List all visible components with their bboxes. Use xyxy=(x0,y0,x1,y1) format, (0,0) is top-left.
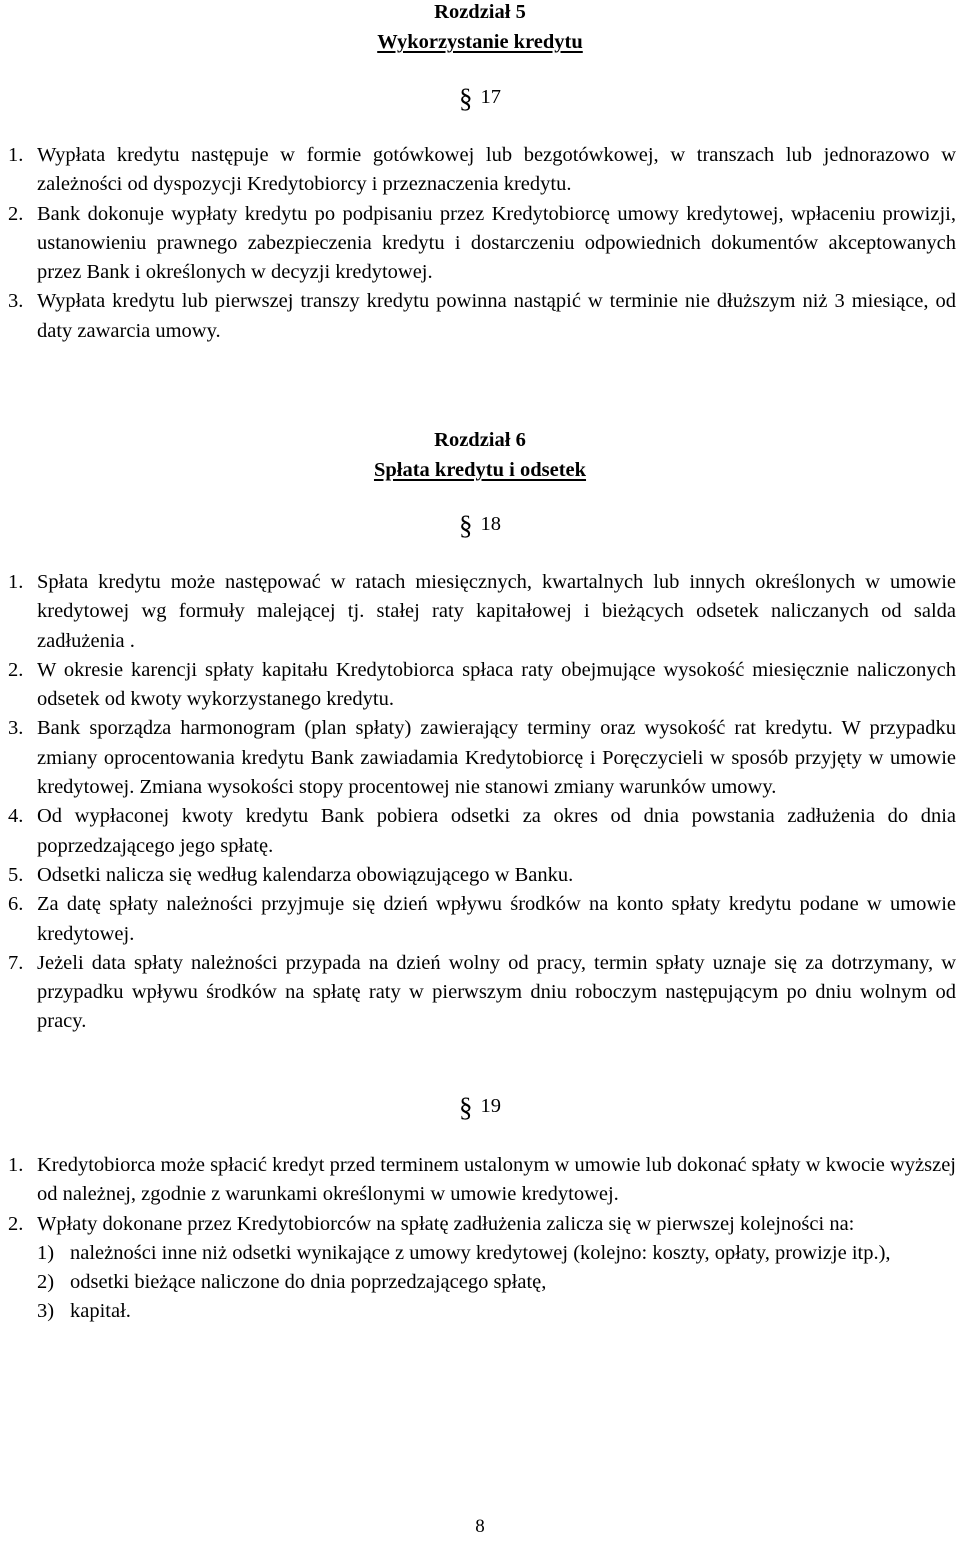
list-item: 4. Od wypłaconej kwoty kredytu Bank pobiera odsetki za okres od dnia powstania zadłużenia do dnia poprzedzającego jego spłatę. xyxy=(8,805,956,857)
page-number: 8 xyxy=(475,1516,485,1537)
chapter-6-title: Spłata kredytu i odsetek xyxy=(373,459,587,481)
list-item: 2. W okresie karencji spłaty kapitału Kredytobiorca spłaca raty obejmujące wysokość miesięcznie naliczonych odsetek od kwoty wykorzystanego kredytu. xyxy=(8,658,956,711)
section-17-heading xyxy=(0,83,960,113)
list-item: 2. Wpłaty dokonane przez Kredytobiorców na spłatę zadłużenia zalicza się w pierwszej kolejności na: xyxy=(8,1212,855,1235)
list-item: 3. Wypłata kredytu lub pierwszej transzy kredytu powinna nastąpić w terminie nie dłuższym niż 3 miesiące, od daty zawarcia umowy. xyxy=(8,290,956,342)
section-symbol: § xyxy=(459,83,473,113)
section-19-heading xyxy=(0,1092,960,1122)
list-item: 5. Odsetki nalicza się według kalendarza obowiązującego w Banku. xyxy=(8,863,574,886)
list-item: 3. Bank sporządza harmonogram (plan spłaty) zawierający terminy oraz wysokość rat kredytu. W przypadku zmiany oprocentowania kredytu Bank zawiadamia Kredytobiorcę i Poręczycieli w sposób przyjęty w umowie kredytowej. Zmiana wysokości stopy procentowej nie stanowi zmiany warunków umowy. xyxy=(8,717,956,799)
sub-list-item: 1) należności inne niż odsetki wynikające z umowy kredytowej (kolejno: koszty, opłaty, prowizje itp.), xyxy=(37,1241,891,1264)
section-number: 17 xyxy=(480,86,501,108)
section-18-heading xyxy=(0,510,960,540)
section-18-list xyxy=(8,568,956,1037)
chapter-6-label: Rozdział 6 xyxy=(434,429,526,451)
sub-list-item: 2) odsetki bieżące naliczone do dnia poprzedzającego spłatę, xyxy=(37,1271,547,1294)
section-19-list xyxy=(8,1151,956,1327)
section-number: 19 xyxy=(480,1095,501,1117)
chapter-5-heading xyxy=(0,0,960,58)
section-17-list xyxy=(8,141,956,346)
list-item: 2. Bank dokonuje wypłaty kredytu po podpisaniu przez Kredytobiorcę umowy kredytowej, wpłaceniu prowizji, ustanowieniu prawnego zabezpieczenia kredytu i dostarczeniu odpowiednich dokumentów akceptowanych przez Bank i określonych w decyzji kredytowej. xyxy=(8,202,956,284)
chapter-5-label: Rozdział 5 xyxy=(434,1,526,23)
section-symbol: § xyxy=(459,510,473,540)
list-item: 1. Kredytobiorca może spłacić kredyt przed terminem ustalonym w umowie lub dokonać spłaty w kwocie wyższej od należnej, zgodnie z warunkami określonymi w umowie kredytowej. xyxy=(8,1154,956,1206)
section-number: 18 xyxy=(480,513,501,535)
list-item: 6. Za datę spłaty należności przyjmuje się dzień wpływu środków na konto spłaty kredytu podane w umowie kredytowej. xyxy=(8,893,956,945)
list-item: 1. Spłata kredytu może następować w ratach miesięcznych, kwartalnych lub innych określonych w umowie kredytowej wg formuły malejącej tj. stałej raty kapitałowej i bieżących odsetek naliczanych od salda zadłużenia . xyxy=(8,571,956,652)
chapter-5-title: Wykorzystanie kredytu xyxy=(377,31,583,53)
list-item: 1. Wypłata kredytu następuje w formie gotówkowej lub bezgotówkowej, w transzach lub jednorazowo w zależności od dyspozycji Kredytobiorcy i przeznaczenia kredytu. xyxy=(8,144,956,196)
sub-list-item: 3) kapitał. xyxy=(37,1300,131,1323)
list-item: 7. Jeżeli data spłaty należności przypada na dzień wolny od pracy, termin spłaty uznaje się za dotrzymany, w przypadku wpływu środków na spłatę raty w pierwszym dniu roboczym następującym po dniu wolnym od pracy. xyxy=(8,951,956,1033)
chapter-6-heading xyxy=(0,426,960,486)
section-symbol: § xyxy=(459,1092,473,1122)
